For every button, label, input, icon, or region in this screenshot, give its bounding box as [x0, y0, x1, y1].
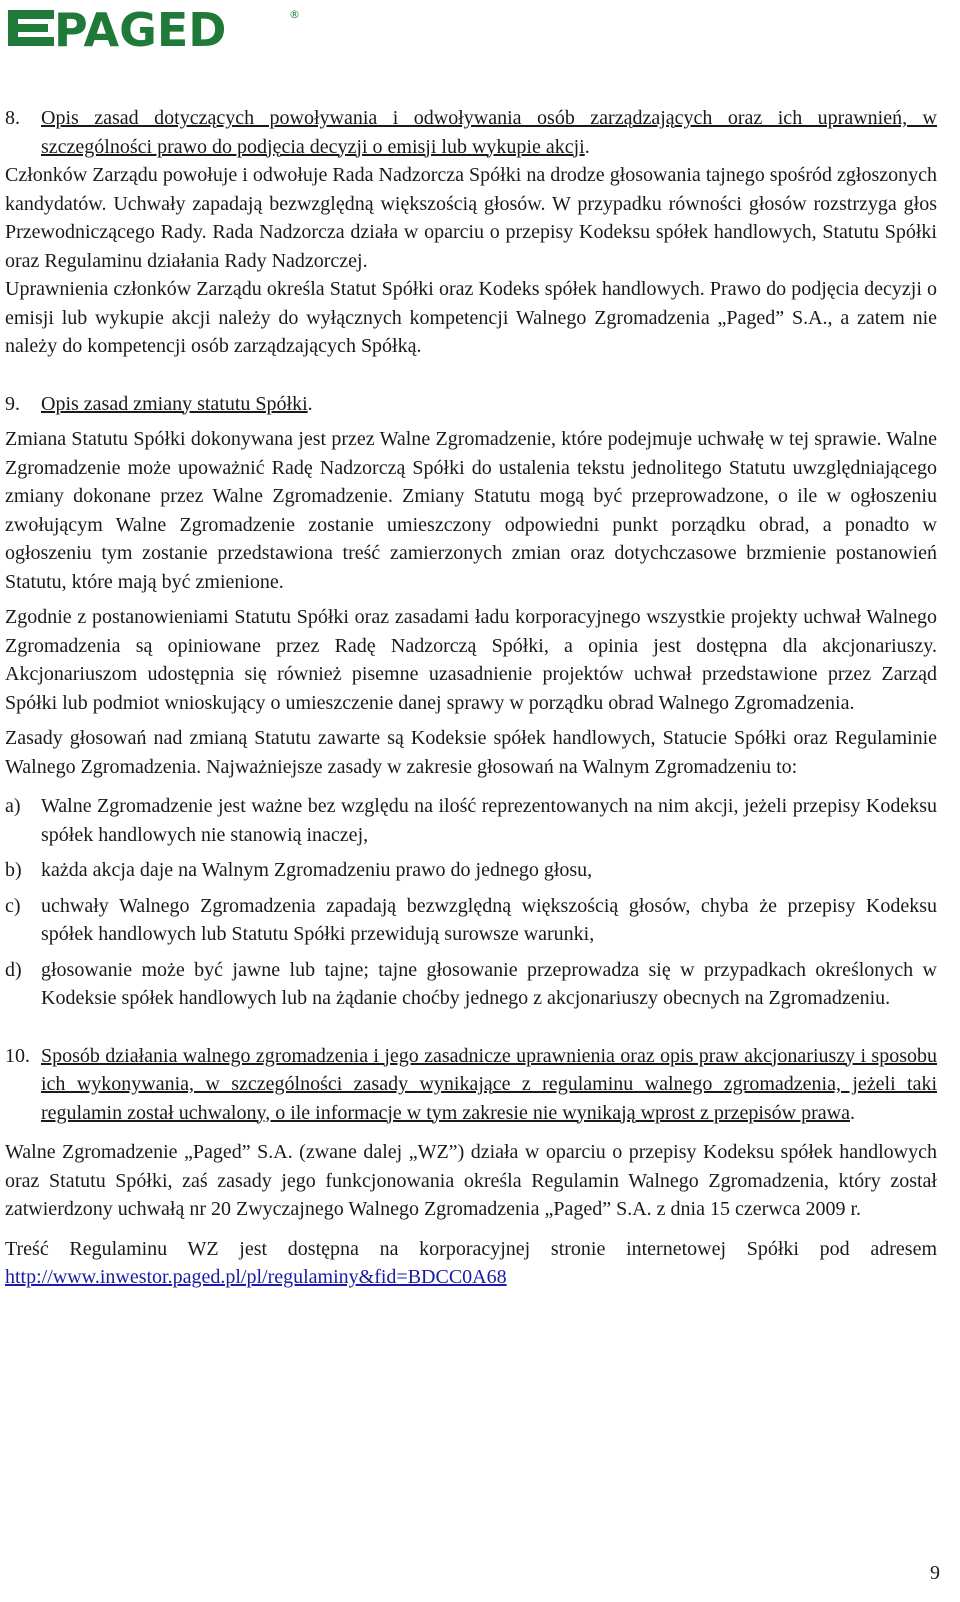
logo-mark-icon	[8, 10, 54, 46]
paragraph: Walne Zgromadzenie „Paged” S.A. (zwane dalej „WZ”) działa w oparciu o przepisy Kodeksu spółek handlowych oraz Statutu Spółki, zaś zasady jego funkcjonowania określa Regulamin Walnego Zgromadzenia, który został zatwierdzony uchwałą nr 20 Zwyczajnego Walnego Zgromadzenia „Paged” S.A. z dnia 15 czerwca 2009 r.	[5, 1141, 937, 1220]
paged-logo	[8, 3, 300, 57]
section-number: 9.	[5, 392, 20, 415]
section-number: 8.	[5, 107, 20, 129]
list-text: każda akcja daje na Walnym Zgromadzeniu prawo do jednego głosu,	[41, 859, 593, 881]
section-8-heading: 8. Opis zasad dotyczących powoływania i odwoływania osób zarządzających oraz ich uprawnień, w szczególności prawo do podjęcia decyzji o emisji lub wykupie akcji.	[5, 104, 937, 161]
list-text: Walne Zgromadzenie jest ważne bez względu na ilość reprezentowanych na nim akcji, jeżeli przepisy Kodeksu spółek handlowych nie stanowią inaczej,	[41, 795, 937, 846]
paragraph: Treść Regulaminu WZ jest dostępna na korporacyjnej stronie internetowej Spółki pod adresem http://www.inwestor.paged.pl/pl/regulaminy&fid=BDCC0A68	[5, 1237, 937, 1288]
regulamin-link[interactable]: http://www.inwestor.paged.pl/pl/regulaminy&fid=BDCC0A68	[5, 1266, 507, 1288]
paragraph: Członków Zarządu powołuje i odwołuje Rada Nadzorcza Spółki na drodze głosowania tajnego spośród zgłoszonych kandydatów. Uchwały zapadają bezwzględną większością głosów. W przypadku równości głosów rozstrzyga głos Przewodniczącego Rady. Rada Nadzorcza działa w oparciu o przepisy Kodeksu spółek handlowych, Statutu Spółki oraz Regulaminu działania Rady Nadzorczej.	[5, 164, 937, 272]
list-marker: c)	[5, 894, 21, 917]
document-body	[5, 104, 937, 1292]
list-marker: b)	[5, 859, 22, 881]
list-item	[5, 792, 937, 849]
section-9-heading: 9. Opis zasad zmiany statutu Spółki.	[5, 390, 937, 419]
section-10-heading: 10. Sposób działania walnego zgromadzenia i jego zasadnicze uprawnienia oraz opis praw akcjonariuszy i sposobu ich wykonywania, w szczególności zasady wynikające z regulaminu walnego zgromadzenia, jeżeli taki regulamin został uchwalony, o ile informacje w tym zakresie nie wynikają wprost z przepisów prawa.	[5, 1042, 937, 1128]
paragraph: Uprawnienia członków Zarządu określa Statut Spółki oraz Kodeks spółek handlowych. Prawo do podjęcia decyzji o emisji lub wykupie akcji należy do wyłącznych kompetencji Walnego Zgromadzenia „Paged” S.A., a zatem nie należy do kompetencji osób zarządzających Spółką.	[5, 278, 937, 357]
paragraph: Zmiana Statutu Spółki dokonywana jest przez Walne Zgromadzenie, które podejmuje uchwałę w tej sprawie. Walne Zgromadzenie może upoważnić Radę Nadzorczą Spółki do ustalenia tekstu jednolitego Statutu uwzględniającego zmiany dokonane przez Walne Zgromadzenie. Zmiany Statutu mogą być przeprowadzone, o ile w ogłoszeniu zwołującym Walne Zgromadzenie zostanie umieszczony odpowiedni punkt porządku obrad, a ponadto w ogłoszeniu tym zostanie przedstawiona treść zamierzonych zmian oraz dotychczasowe brzmienie postanowień Statutu, które mają być zmienione.	[5, 428, 937, 593]
section-title: Opis zasad dotyczących powoływania i odwoływania osób zarządzających oraz ich uprawnień, w szczególności prawo do podjęcia decyzji o emisji lub wykupie akcji	[41, 107, 937, 158]
list-marker: d)	[5, 958, 22, 981]
paged-logo-graphic	[8, 3, 300, 57]
section-number: 10.	[5, 1044, 30, 1067]
paragraph: Zasady głosowań nad zmianą Statutu zawarte są Kodeksie spółek handlowych, Statucie Spółki oraz Regulaminie Walnego Zgromadzenia. Najważniejsze zasady w zakresie głosowań na Walnym Zgromadzeniu to:	[5, 727, 937, 778]
list-item	[5, 956, 937, 1013]
page-number: 9	[930, 1562, 940, 1584]
list-text: uchwały Walnego Zgromadzenia zapadają bezwzględną większością głosów, chyba że przepisy Kodeksu spółek handlowych lub Statutu Spółki przewidują surowsze warunki,	[41, 894, 937, 945]
logo-text: PAGED	[54, 3, 227, 57]
registered-mark: ®	[289, 8, 300, 21]
section-title: Sposób działania walnego zgromadzenia i jego zasadnicze uprawnienia oraz opis praw akcjonariuszy i sposobu ich wykonywania, w szczególności zasady wynikające z regulaminu walnego zgromadzenia, jeżeli taki regulamin został uchwalony, o ile informacje w tym zakresie nie wynikają wprost z przepisów prawa	[41, 1044, 937, 1124]
section-title: Opis zasad zmiany statutu Spółki	[41, 392, 308, 415]
list-marker: a)	[5, 795, 21, 817]
list-item	[5, 856, 937, 885]
list-text: głosowanie może być jawne lub tajne; tajne głosowanie przeprowadza się w przypadkach określonych w Kodeksie spółek handlowych lub na żądanie choćby jednego z akcjonariuszy obecnych na Zgromadzeniu.	[41, 958, 937, 1009]
list-item	[5, 892, 937, 949]
paragraph: Zgodnie z postanowieniami Statutu Spółki oraz zasadami ładu korporacyjnego wszystkie projekty uchwał Walnego Zgromadzenia są opiniowane przez Radę Nadzorczą Spółki, a opinia jest dostępna dla akcjonariuszy. Akcjonariuszom udostępnia się również pisemne uzasadnienie projektów uchwał przedstawione przez Zarząd Spółki lub podmiot wnioskujący o umieszczenie danej sprawy w porządku obrad Walnego Zgromadzenia.	[5, 606, 937, 714]
